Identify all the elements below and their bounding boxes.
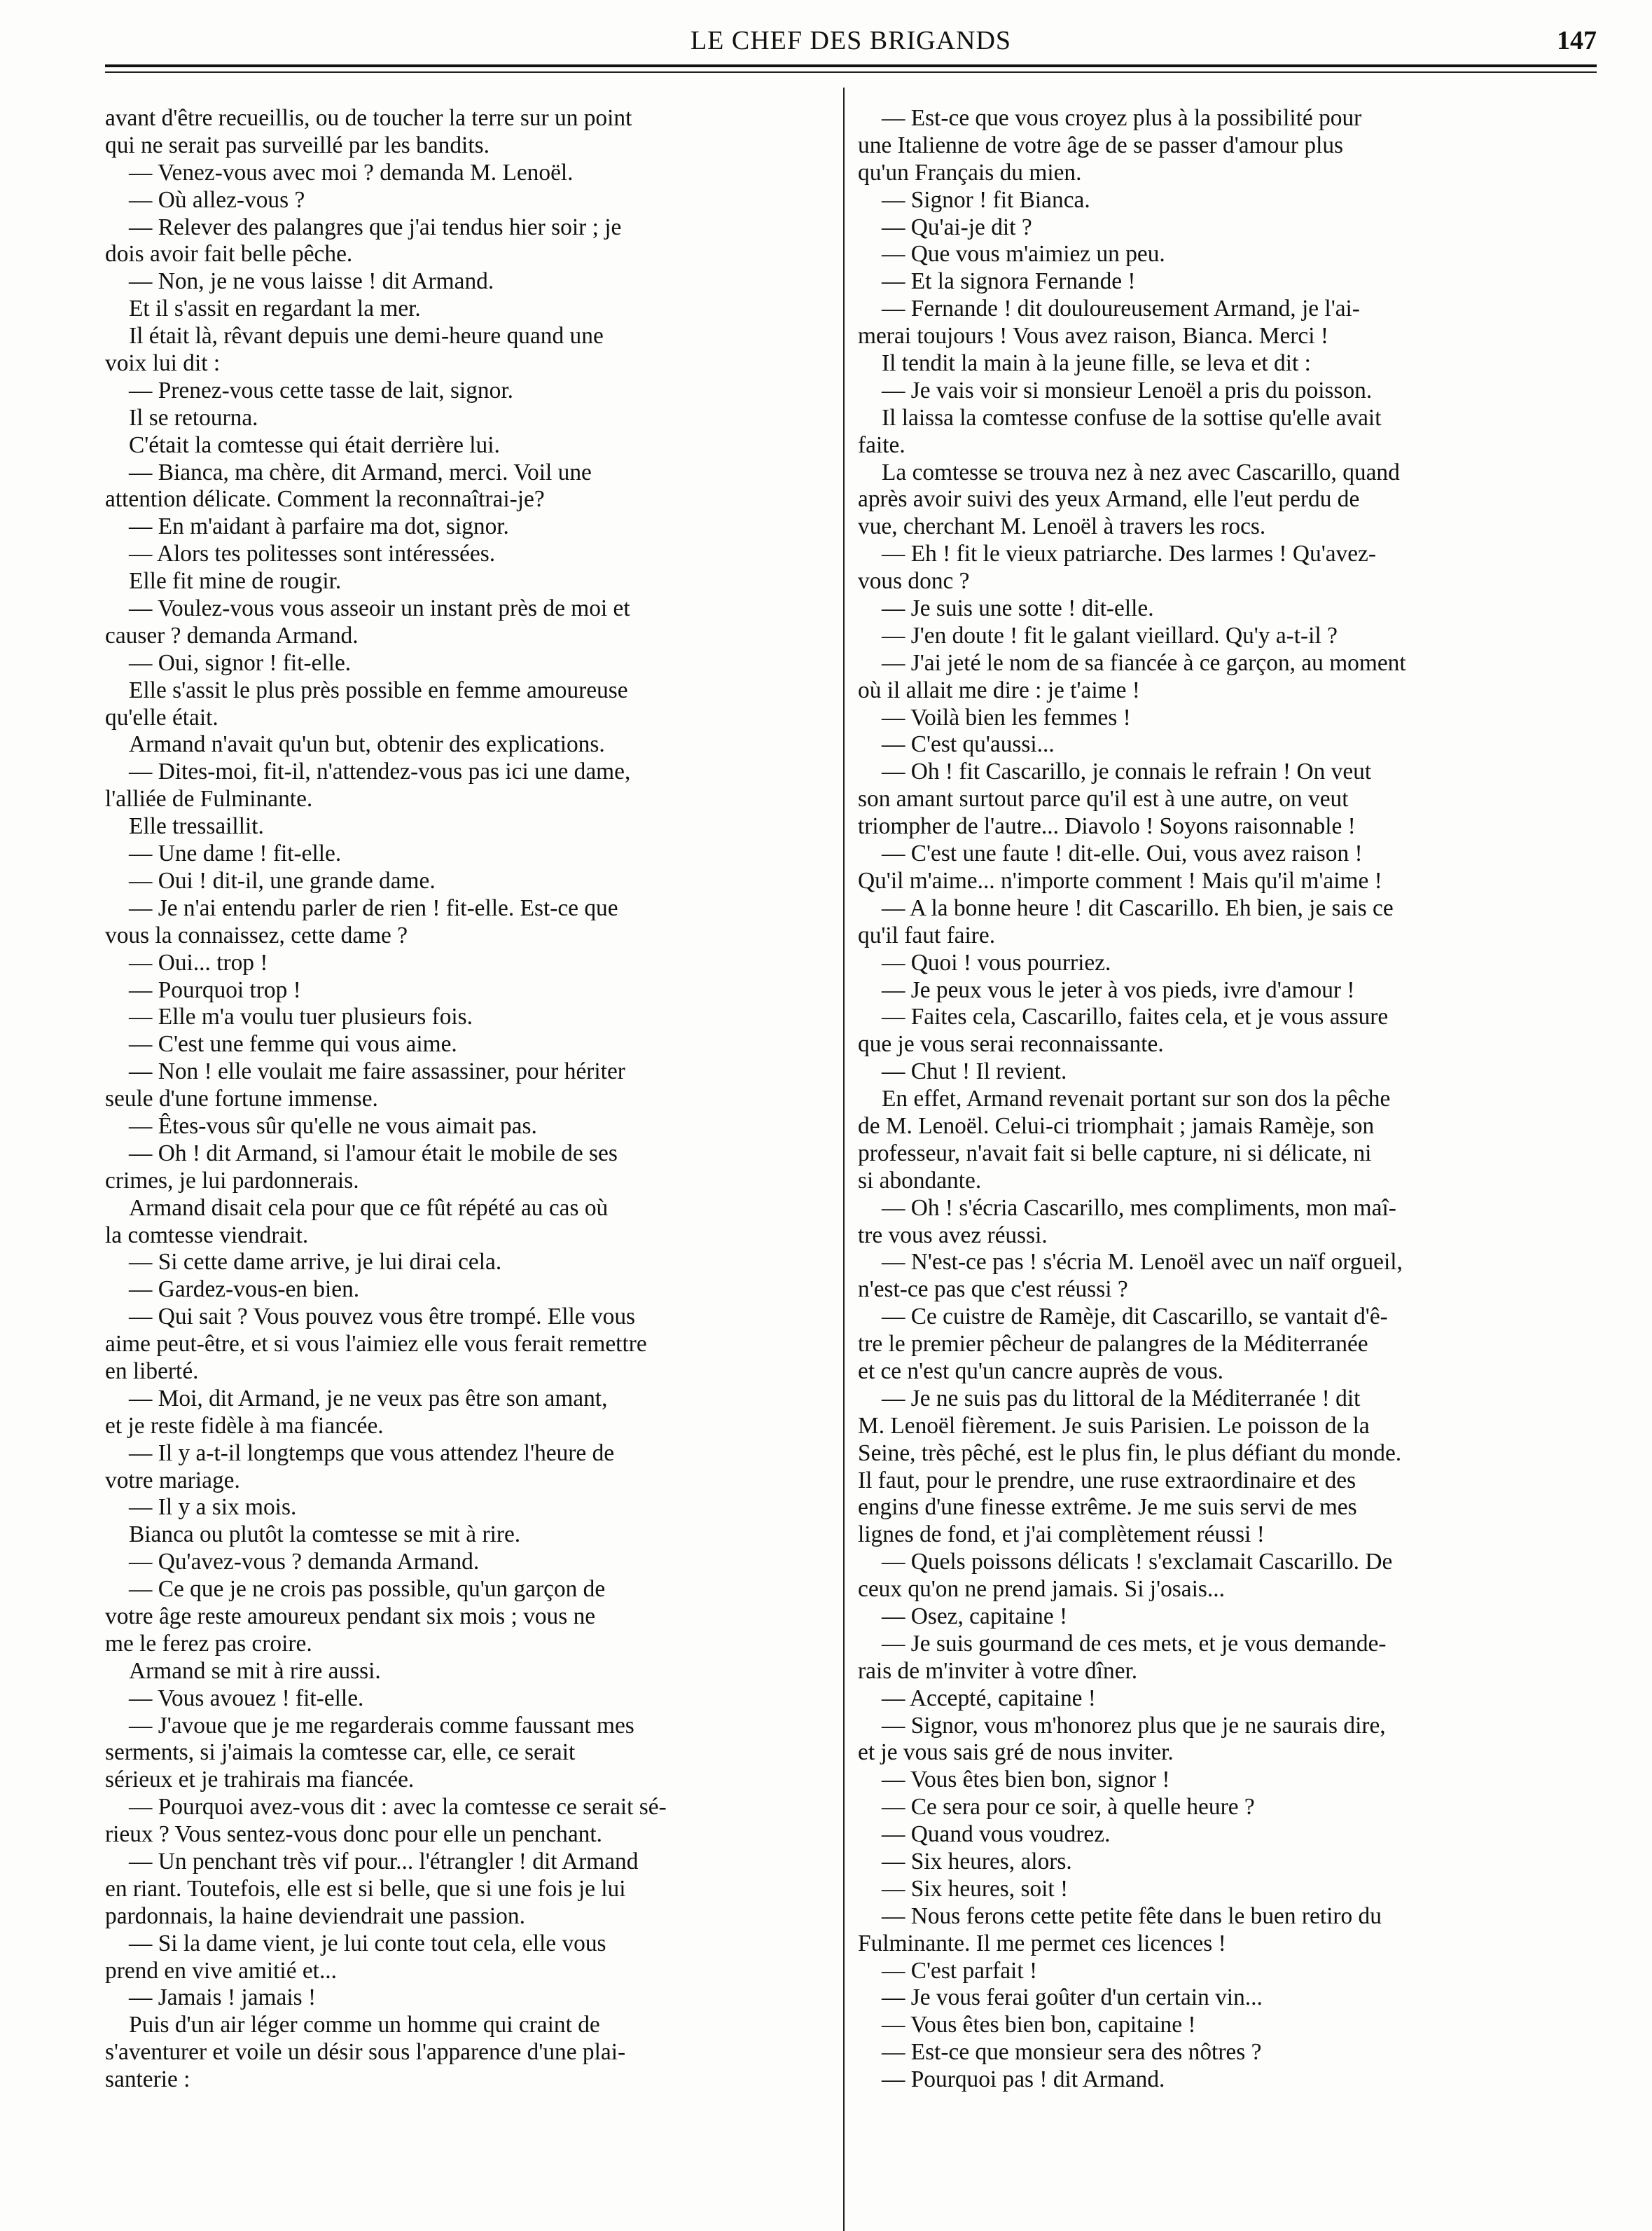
text-line: — Nous ferons cette petite fête dans le buen retiro du [882,1902,1382,1929]
text-line: où il allait me dire : je t'aime ! [858,677,1140,703]
column-divider [843,88,845,2231]
text-line: Seine, très pêché, est le plus fin, le plus défiant du monde. [858,1439,1402,1466]
text-line: qu'un Français du mien. [858,159,1082,186]
text-line: — Prenez-vous cette tasse de lait, signor. [129,377,513,403]
text-line: — Je ne suis pas du littoral de la Méditerranée ! dit [882,1385,1361,1411]
text-line: Puis d'un air léger comme un homme qui craint de [129,2012,600,2038]
text-line: — Il y a six mois. [129,1494,297,1521]
text-line: — Gardez-vous-en bien. [129,1276,360,1303]
text-line: seule d'une fortune immense. [105,1086,378,1112]
text-line: — Relever des palangres que j'ai tendus hier soir ; je [129,214,622,240]
text-line: après avoir suivi des yeux Armand, elle l'eut perdu de [858,486,1360,513]
text-line: faite. [858,431,905,458]
text-line: vue, cherchant M. Lenoël à travers les rocs. [858,513,1266,540]
text-line: — Quoi ! vous pourriez. [882,949,1111,976]
text-line: — Elle m'a voulu tuer plusieurs fois. [129,1004,473,1030]
text-line: Qu'il m'aime... n'importe comment ! Mais qu'il m'aime ! [858,867,1382,894]
left-column [105,105,826,2094]
text-line: votre mariage. [105,1467,240,1493]
text-line: — Je vous ferai goûter d'un certain vin... [882,1984,1263,2011]
text-line: — Un penchant très vif pour... l'étrangler ! dit Armand [129,1849,639,1874]
text-line: lignes de fond, et j'ai complètement réussi ! [858,1521,1265,1548]
text-line: En effet, Armand revenait portant sur son dos la pêche [882,1086,1391,1112]
text-line: — Où allez-vous ? [129,186,305,213]
text-line: rieux ? Vous sentez-vous donc pour elle un penchant. [105,1821,602,1848]
text-line: — Six heures, alors. [882,1849,1072,1874]
text-line: — Signor, vous m'honorez plus que je ne saurais dire, [882,1712,1386,1739]
text-line: crimes, je lui pardonnerais. [105,1167,359,1194]
text-line: — Si la dame vient, je lui conte tout cela, elle vous [129,1930,606,1956]
text-line: santerie : [105,2066,190,2093]
text-line: — Oui ! dit-il, une grande dame. [129,867,436,894]
text-line: C'était la comtesse qui était derrière lui. [129,431,500,458]
text-line: — En m'aidant à parfaire ma dot, signor. [129,513,509,540]
text-line: merai toujours ! Vous avez raison, Bianca. Merci ! [858,323,1328,350]
text-line: aime peut-être, et si vous l'aimiez elle vous ferait remettre [105,1331,647,1358]
text-line: voix lui dit : [105,350,221,377]
text-line: qui ne serait pas surveillé par les bandits. [105,132,490,158]
page-number: 147 [1557,26,1597,55]
text-line: s'aventurer et voile un désir sous l'apparence d'une plai- [105,2039,626,2066]
text-line: — A la bonne heure ! dit Cascarillo. Eh bien, je sais ce [882,895,1394,921]
text-line: rais de m'inviter à votre dîner. [858,1657,1138,1684]
text-line: — Vous avouez ! fit-elle. [129,1685,364,1711]
text-line: — Je n'ai entendu parler de rien ! fit-elle. Est-ce que [129,895,618,921]
text-line: — Est-ce que vous croyez plus à la possibilité pour [882,105,1362,131]
text-line: avant d'être recueillis, ou de toucher la terre sur un point [105,105,632,131]
text-line: — Chut ! Il revient. [882,1058,1067,1085]
text-line: — Bianca, ma chère, dit Armand, merci. Voil une [129,459,592,485]
text-line: — Vous êtes bien bon, capitaine ! [882,2012,1196,2038]
text-line: Il faut, pour le prendre, une ruse extraordinaire et des [858,1467,1356,1493]
text-line: — Osez, capitaine ! [882,1603,1068,1629]
text-line: vous donc ? [858,568,970,595]
text-line: — Il y a-t-il longtemps que vous attendez l'heure de [129,1439,615,1466]
text-line: Il tendit la main à la jeune fille, se leva et dit : [882,350,1311,377]
text-line: M. Lenoël fièrement. Je suis Parisien. Le poisson de la [858,1412,1370,1439]
text-line: — Jamais ! jamais ! [129,1984,317,2011]
text-line: — J'ai jeté le nom de sa fiancée à ce garçon, au moment [882,649,1406,676]
text-line: — Alors tes politesses sont intéressées. [129,541,496,567]
text-line: — Pourquoi trop ! [129,976,301,1003]
text-line: Armand disait cela pour que ce fût répété au cas où [129,1194,609,1221]
text-line: qu'elle était. [105,704,218,731]
text-line: Armand se mit à rire aussi. [129,1657,381,1684]
text-line: qu'il faut faire. [858,922,996,948]
text-line: — Que vous m'aimiez un peu. [882,241,1165,268]
text-line: — Oui, signor ! fit-elle. [129,649,352,676]
text-line: — Oh ! dit Armand, si l'amour était le mobile de ses [129,1140,618,1166]
text-line: — Êtes-vous sûr qu'elle ne vous aimait pas. [129,1112,537,1139]
text-line: Elle fit mine de rougir. [129,568,342,595]
text-line: — Une dame ! fit-elle. [129,841,342,867]
text-line: — Ce que je ne crois pas possible, qu'un garçon de [129,1576,606,1603]
text-line: Il laissa la comtesse confuse de la sottise qu'elle avait [882,404,1382,431]
text-line: pardonnais, la haine deviendrait une passion. [105,1902,525,1929]
text-line: — Je peux vous le jeter à vos pieds, ivre d'amour ! [882,976,1355,1003]
text-line: professeur, n'avait fait si belle capture, ni si délicate, ni [858,1140,1372,1166]
text-line: Armand n'avait qu'un but, obtenir des explications. [129,731,605,758]
text-line: Elle tressaillit. [129,813,264,840]
text-line: — Moi, dit Armand, je ne veux pas être son amant, [129,1385,608,1411]
text-line: — Ce sera pour ce soir, à quelle heure ? [882,1794,1255,1821]
text-line: — Est-ce que monsieur sera des nôtres ? [882,2039,1262,2066]
text-line: — Oui... trop ! [129,949,268,976]
text-line: triompher de l'autre... Diavolo ! Soyons raisonnable ! [858,813,1356,840]
page-header [105,21,1597,63]
text-line: Fulminante. Il me permet ces licences ! [858,1930,1226,1956]
text-line: une Italienne de votre âge de se passer d'amour plus [858,132,1344,158]
text-line: Et il s'assit en regardant la mer. [129,296,421,322]
text-line: me le ferez pas croire. [105,1630,312,1657]
text-line: Elle s'assit le plus près possible en femme amoureuse [129,677,628,703]
text-line: — C'est une faute ! dit-elle. Oui, vous avez raison ! [882,841,1363,867]
text-line: ceux qu'on ne prend jamais. Si j'osais... [858,1576,1225,1603]
header-rule-thin [105,71,1597,73]
text-line: Il se retourna. [129,404,258,431]
text-line: vous la connaissez, cette dame ? [105,922,408,948]
text-line: engins d'une finesse extrême. Je me suis servi de mes [858,1494,1357,1521]
text-line: la comtesse viendrait. [105,1222,309,1248]
text-line: — Je vais voir si monsieur Lenoël a pris du poisson. [882,377,1373,403]
text-line: de M. Lenoël. Celui-ci triomphait ; jamais Ramèje, son [858,1112,1375,1139]
text-line: La comtesse se trouva nez à nez avec Cascarillo, quand [882,459,1400,485]
text-line: — Et la signora Fernande ! [882,268,1136,295]
text-line: — C'est une femme qui vous aime. [129,1031,457,1058]
text-line: et je vous sais gré de nous inviter. [858,1739,1174,1766]
text-line: — Qu'ai-je dit ? [882,214,1032,240]
text-line: — Pourquoi avez-vous dit : avec la comtesse ce serait sé- [129,1794,667,1821]
text-line: — Non, je ne vous laisse ! dit Armand. [129,268,494,295]
text-line: l'alliée de Fulminante. [105,786,313,813]
text-line: sérieux et je trahirais ma fiancée. [105,1767,415,1793]
text-line: — Oh ! s'écria Cascarillo, mes compliments, mon maî- [882,1194,1396,1221]
text-line: — C'est qu'aussi... [882,731,1055,758]
text-line: votre âge reste amoureux pendant six mois ; vous ne [105,1603,596,1629]
text-line: — C'est parfait ! [882,1957,1038,1984]
text-line: prend en vive amitié et... [105,1957,338,1984]
text-line: son amant surtout parce qu'il est à une autre, on veut [858,786,1349,813]
text-line: tre vous avez réussi. [858,1222,1048,1248]
text-line: que je vous serai reconnaissante. [858,1031,1164,1058]
text-line: — Dites-moi, fit-il, n'attendez-vous pas ici une dame, [129,759,631,785]
text-line: — Voilà bien les femmes ! [882,704,1131,731]
text-line: et ce n'est qu'un cancre auprès de vous. [858,1358,1223,1384]
text-line: — Oh ! fit Cascarillo, je connais le refrain ! On veut [882,759,1372,785]
text-line: Bianca ou plutôt la comtesse se mit à rire. [129,1521,521,1548]
text-line: Il était là, rêvant depuis une demi-heure quand une [129,323,604,350]
text-line: — Vous êtes bien bon, signor ! [882,1767,1170,1793]
text-line: — J'en doute ! fit le galant vieillard. Qu'y a-t-il ? [882,622,1338,649]
text-line: — Eh ! fit le vieux patriarche. Des larmes ! Qu'avez- [882,541,1376,567]
text-line: causer ? demanda Armand. [105,622,359,649]
text-line: — Faites cela, Cascarillo, faites cela, et je vous assure [882,1004,1389,1030]
text-line: — Si cette dame arrive, je lui dirai cela. [129,1249,502,1276]
text-line: tre le premier pêcheur de palangres de la Méditerranée [858,1331,1368,1358]
running-title: LE CHEF DES BRIGANDS [690,26,1012,55]
text-line: — Qu'avez-vous ? demanda Armand. [129,1549,480,1575]
text-line: — J'avoue que je me regarderais comme faussant mes [129,1712,634,1739]
right-column [858,105,1597,2094]
text-line: — Signor ! fit Bianca. [882,186,1090,213]
text-line: — Non ! elle voulait me faire assassiner, pour hériter [129,1058,625,1085]
text-line: — Accepté, capitaine ! [882,1685,1096,1711]
text-line: — N'est-ce pas ! s'écria M. Lenoël avec un naïf orgueil, [882,1249,1403,1276]
text-line: en riant. Toutefois, elle est si belle, que si une fois je lui [105,1875,626,1902]
text-line: dois avoir fait belle pêche. [105,241,353,268]
text-line: — Je suis une sotte ! dit-elle. [882,595,1154,622]
text-line: — Venez-vous avec moi ? demanda M. Lenoël. [129,159,574,186]
text-line: attention délicate. Comment la reconnaîtrai-je? [105,486,545,513]
text-line: serments, si j'aimais la comtesse car, elle, ce serait [105,1739,576,1766]
text-line: — Ce cuistre de Ramèje, dit Cascarillo, se vantait d'ê- [882,1304,1388,1330]
text-line: et je reste fidèle à ma fiancée. [105,1412,384,1439]
text-line: — Fernande ! dit douloureusement Armand, je l'ai- [882,296,1360,322]
text-line: — Qui sait ? Vous pouvez vous être trompé. Elle vous [129,1304,636,1330]
text-line: — Je suis gourmand de ces mets, et je vous demande- [882,1630,1387,1657]
header-rule-thick [105,64,1597,67]
text-line: en liberté. [105,1358,199,1384]
text-line: — Pourquoi pas ! dit Armand. [882,2066,1165,2093]
text-line: n'est-ce pas que c'est réussi ? [858,1276,1128,1303]
text-line: si abondante. [858,1167,982,1194]
text-line: — Quand vous voudrez. [882,1821,1111,1848]
text-line: — Six heures, soit ! [882,1875,1069,1902]
text-line: — Voulez-vous vous asseoir un instant près de moi et [129,595,630,622]
text-line: — Quels poissons délicats ! s'exclamait Cascarillo. De [882,1549,1393,1575]
